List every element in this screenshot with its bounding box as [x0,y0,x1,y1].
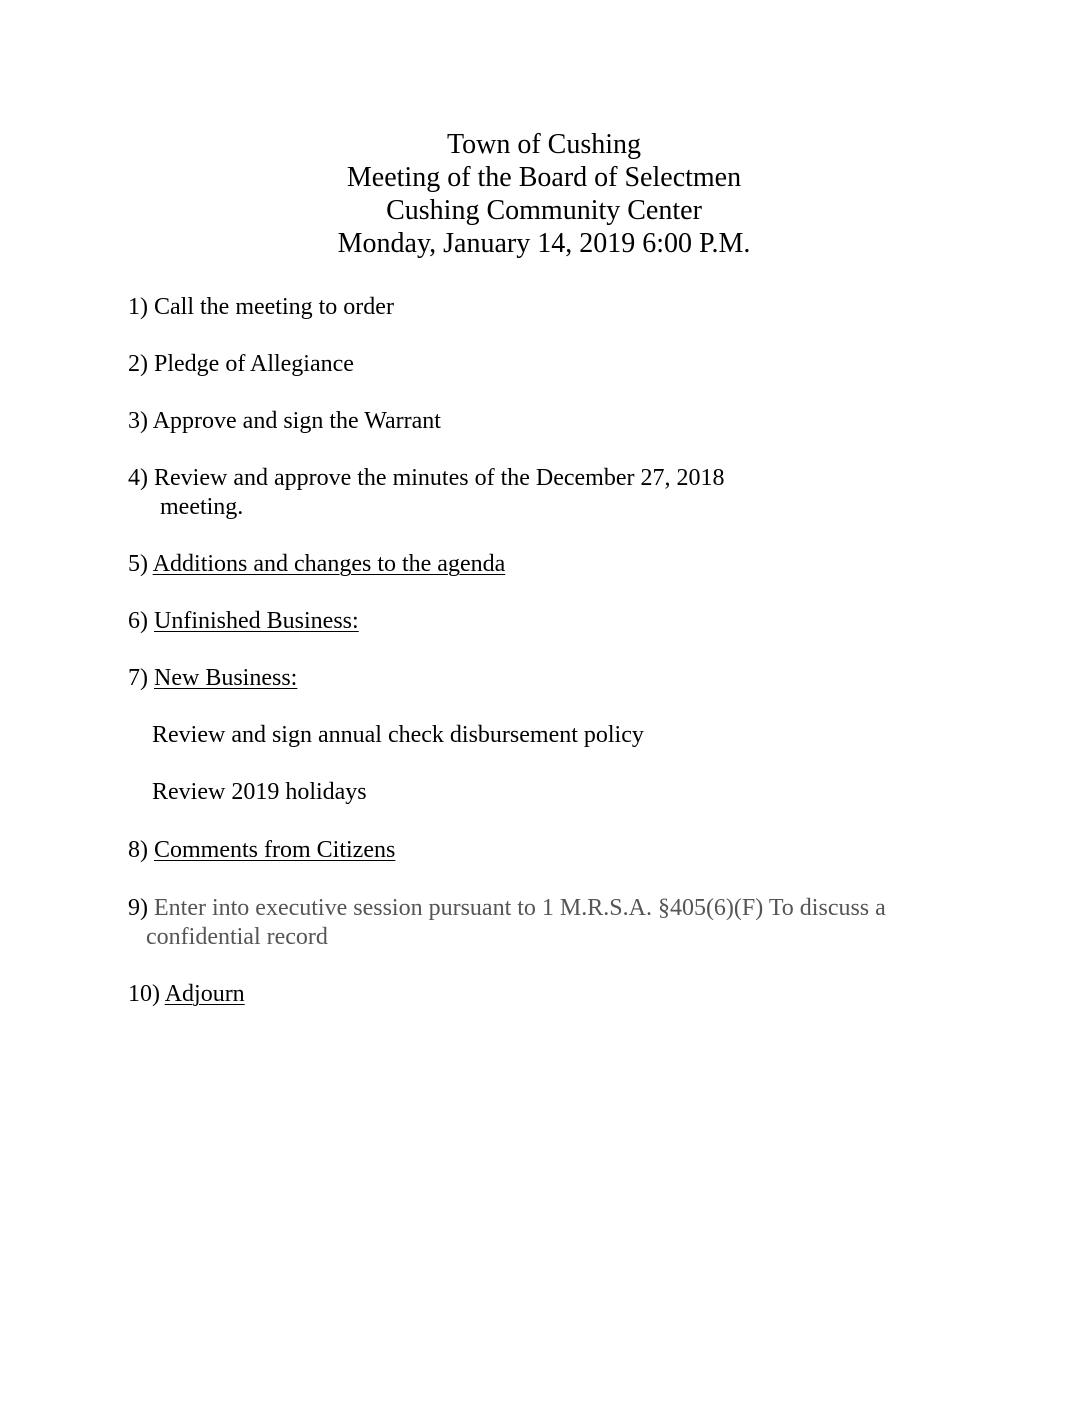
town-name: Town of Cushing [446,129,642,160]
agenda-item-1 [128,293,394,322]
agenda-item-5 [128,550,505,579]
agenda-item-9-continuation: confidential record [146,924,328,950]
agenda-item-number: 3) [128,408,148,434]
agenda-item-number: 7) [128,665,148,691]
agenda-item-number: 9) [128,895,148,921]
agenda-item-text: Call the meeting to order [154,294,394,320]
agenda-item-10 [128,980,245,1009]
new-business-subitem-1: Review and sign annual check disbursement policy [152,722,644,748]
meeting-title: Meeting of the Board of Selectmen [346,162,742,193]
agenda-item-6 [128,607,359,636]
agenda-item-number: 8) [128,837,148,863]
meeting-location: Cushing Community Center [386,195,702,226]
agenda-item-text: New Business: [154,665,298,691]
agenda-item-text: Adjourn [164,981,245,1007]
agenda-item-4 [128,464,725,493]
agenda-item-number: 2) [128,351,148,377]
agenda-item-text: Enter into executive session pursuant to 1 M.R.S.A. §405(6)(F) To discuss a [154,895,886,921]
agenda-item-text: Pledge of Allegiance [154,351,354,377]
agenda-item-number: 6) [128,608,148,634]
agenda-item-text: Unfinished Business: [154,608,359,634]
agenda-item-text: Review and approve the minutes of the December 27, 2018 [154,465,725,491]
agenda-item-number: 10) [128,981,160,1007]
agenda-item-8 [128,836,395,865]
agenda-header [0,128,1088,260]
agenda-item-number: 5) [128,551,148,577]
agenda-item-text: Comments from Citizens [154,837,396,863]
agenda-item-4-continuation: meeting. [160,494,244,520]
new-business-subitem-2: Review 2019 holidays [152,779,367,805]
agenda-item-number: 4) [128,465,148,491]
agenda-item-9 [128,894,886,923]
agenda-item-7 [128,664,297,693]
agenda-item-number: 1) [128,294,148,320]
meeting-datetime: Monday, January 14, 2019 6:00 P.M. [337,228,751,259]
agenda-item-text: Additions and changes to the agenda [152,551,506,577]
agenda-item-text: Approve and sign the Warrant [152,408,441,434]
agenda-item-2 [128,350,354,379]
agenda-item-3 [128,407,441,436]
